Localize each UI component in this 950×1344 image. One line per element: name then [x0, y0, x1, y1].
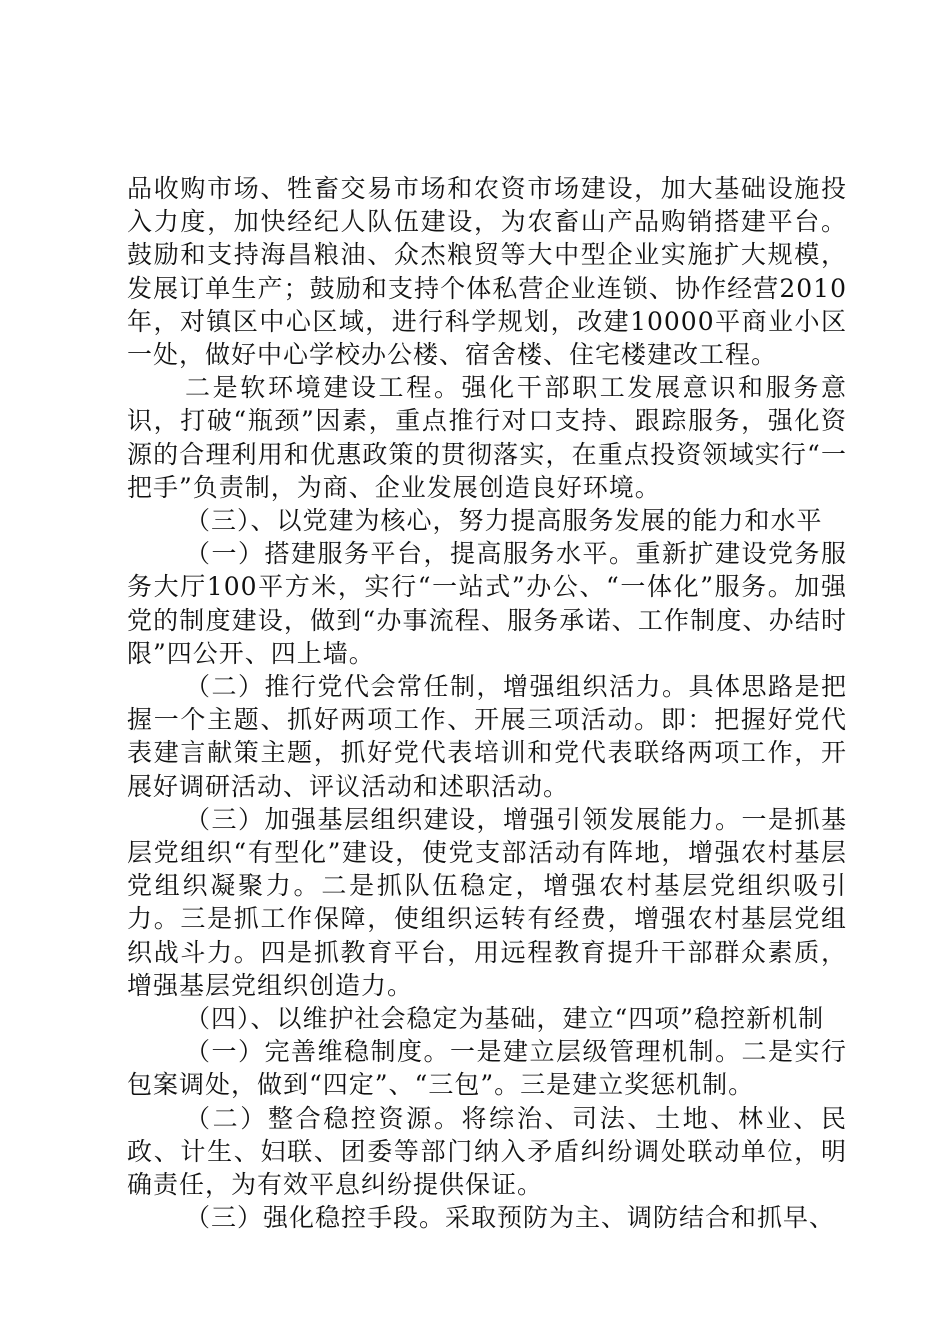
paragraph-4: （一）搭建服务平台，提高服务水平。重新扩建设党务服务大厅100平方米，实行“一站式”办公、“一体化”服务。加强党的制度建设，做到“办事流程、服务承诺、工作制度、办结时限”四公开、四上墙。	[127, 539, 847, 668]
paragraph-2: 二是软环境建设工程。强化干部职工发展意识和服务意识，打破“瓶颈”因素，重点推行对口支持、跟踪服务，强化资源的合理利用和优惠政策的贯彻落实，在重点投资领域实行“一把手”负责制，为商、企业发展创造良好环境。	[127, 373, 847, 502]
paragraph-6: （三）加强基层组织建设，增强引领发展能力。一是抓基层党组织“有型化”建设，使党支部活动有阵地，增强农村基层党组织凝聚力。二是抓队伍稳定，增强农村基层党组织吸引力。三是抓工作保障，使组织运转有经费，增强农村基层党组织战斗力。四是抓教育平台，用远程教育提升干部群众素质，增强基层党组织创造力。	[127, 804, 847, 1000]
section-heading-3: （三）、以党建为核心，努力提高服务发展的能力和水平	[185, 506, 823, 536]
paragraph-8: （一）完善维稳制度。一是建立层级管理机制。二是实行包案调处，做到“四定”、“三包”。三是建立奖惩机制。	[127, 1037, 847, 1100]
paragraph-5: （二）推行党代会常任制，增强组织活力。具体思路是把握一个主题、抓好两项工作、开展三项活动。即：把握好党代表建言献策主题，抓好党代表培训和党代表联络两项工作，开展好调研活动、评议活动和述职活动。	[127, 672, 847, 801]
document-body	[127, 172, 847, 1235]
paragraph-1: 品收购市场、牲畜交易市场和农资市场建设，加大基础设施投入力度，加快经纪人队伍建设，为农畜山产品购销搭建平台。鼓励和支持海昌粮油、众杰粮贸等大中型企业实施扩大规模，发展订单生产；鼓励和支持个体私营企业连锁、协作经营2010年，对镇区中心区域，进行科学规划，改建10000平商业小区一处，做好中心学校办公楼、宿舍楼、住宅楼建改工程。	[127, 174, 847, 370]
paragraph-9: （二）整合稳控资源。将综治、司法、土地、林业、民政、计生、妇联、团委等部门纳入矛盾纠纷调处联动单位，明确责任，为有效平息纠纷提供保证。	[127, 1103, 847, 1200]
section-heading-4: （四）、以维护社会稳定为基础，建立“四项”稳控新机制	[185, 1004, 825, 1034]
paragraph-10: （三）强化稳控手段。采取预防为主、调防结合和抓早、	[185, 1203, 836, 1233]
